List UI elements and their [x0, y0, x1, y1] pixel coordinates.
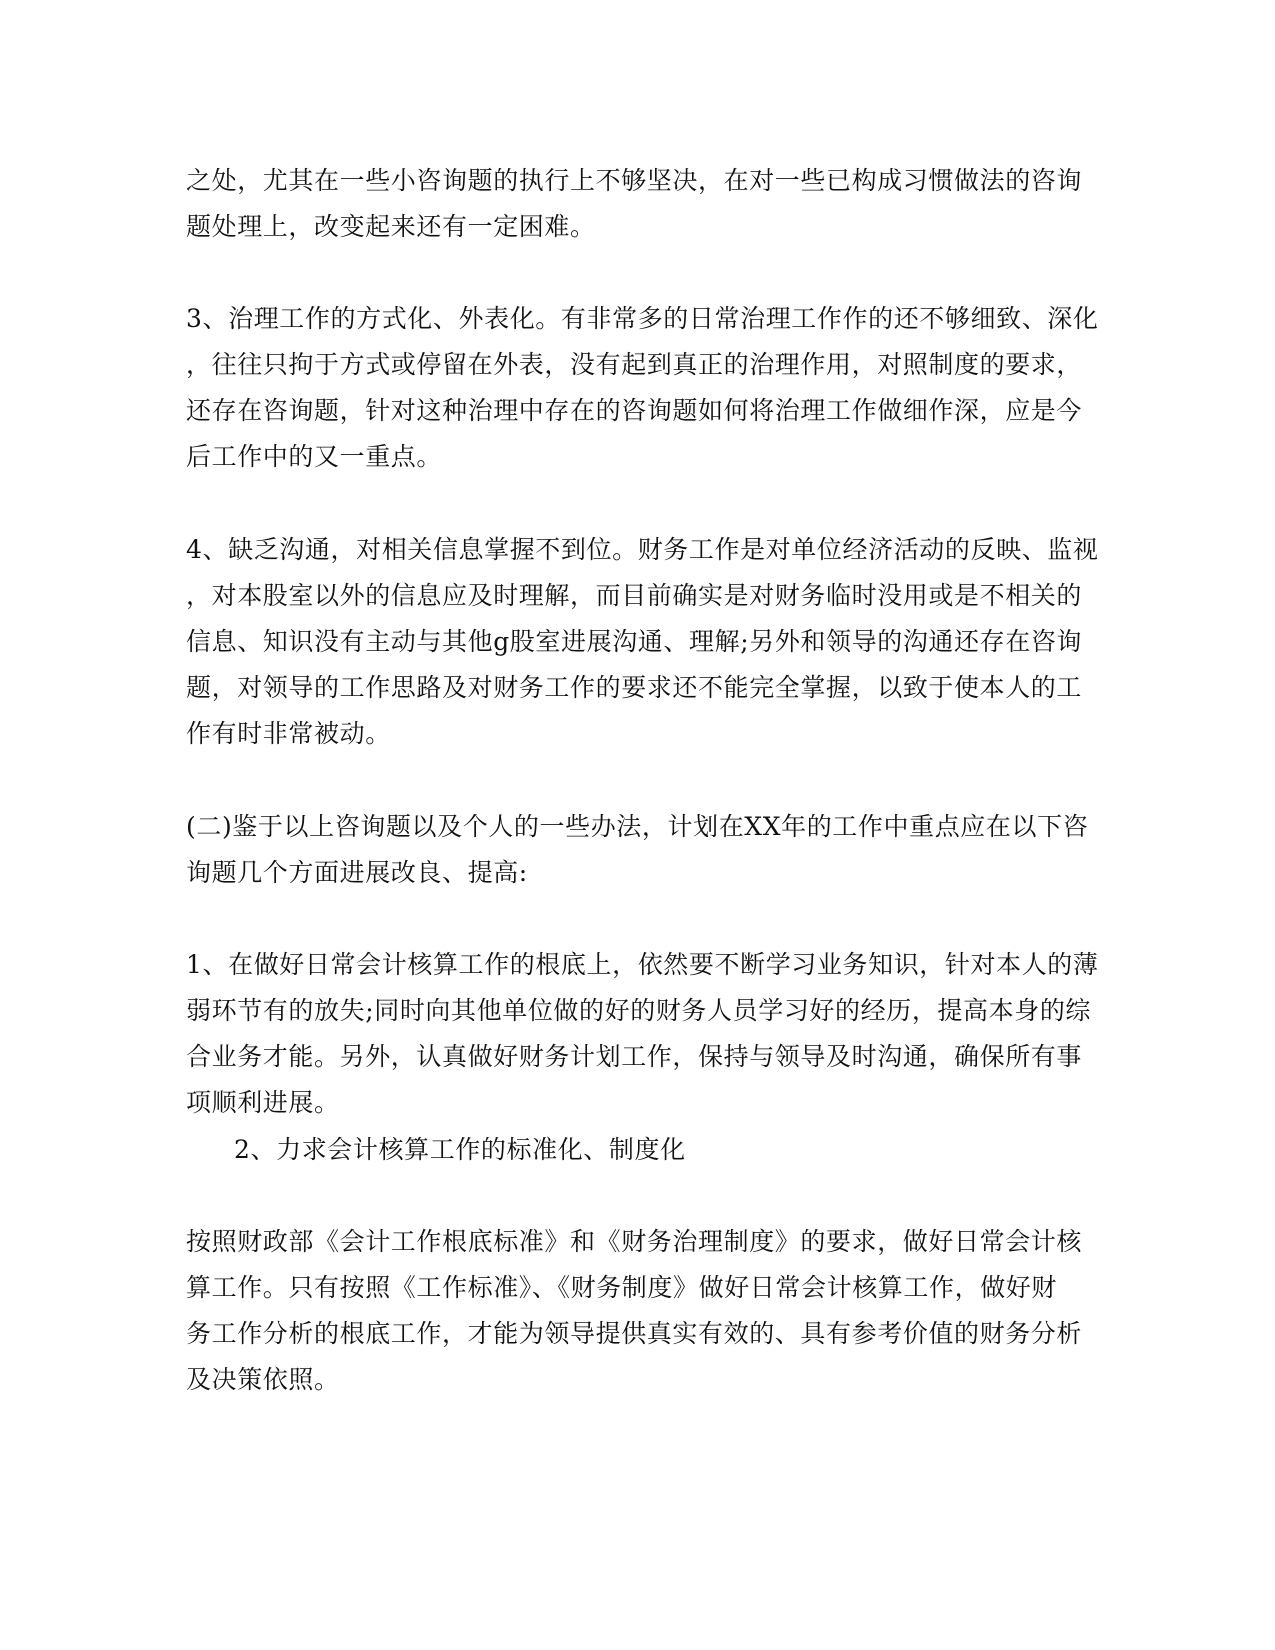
text-line: 作有时非常被动。: [186, 719, 391, 748]
text-line: 后工作中的又一重点。: [186, 442, 443, 471]
text-line: 3、治理工作的方式化、外表化。有非常多的日常治理工作作的还不够细致、深化: [186, 304, 1099, 333]
text-line: 4、缺乏沟通，对相关信息掌握不到位。财务工作是对单位经济活动的反映、监视: [186, 535, 1099, 564]
text-line: 合业务才能。另外，认真做好财务计划工作，保持与领导及时沟通，确保所有事: [186, 1042, 1083, 1071]
text-line: 信息、知识没有主动与其他g股室进展沟通、理解;另外和领导的沟通还存在咨询: [186, 627, 1083, 656]
section-heading: 2、力求会计核算工作的标准化、制度化: [234, 1135, 686, 1164]
text-line: 1、在做好日常会计核算工作的根底上，依然要不断学习业务知识，针对本人的薄: [186, 950, 1099, 979]
text-line: 弱环节有的放失;同时向其他单位做的好的财务人员学习好的经历，提高本身的综: [186, 996, 1092, 1025]
text-line: (二)鉴于以上咨询题以及个人的一些办法，计划在XX年的工作中重点应在以下咨: [186, 812, 1089, 841]
text-line: 算工作。只有按照《工作标准》、《财务制度》做好日常会计核算工作，做好财: [186, 1273, 1058, 1302]
text-line: 询题几个方面进展改良、提高:: [186, 858, 528, 887]
text-line: ，对本股室以外的信息应及时理解，而目前确实是对财务临时没用或是不相关的: [186, 581, 1083, 610]
text-line: 题，对领导的工作思路及对财务工作的要求还不能完全掌握，以致于使本人的工: [186, 673, 1083, 702]
text-line: 及决策依照。: [186, 1365, 340, 1394]
text-line: 题处理上，改变起来还有一定困难。: [186, 212, 596, 241]
text-line: 之处，尤其在一些小咨询题的执行上不够坚决，在对一些已构成习惯做法的咨询: [186, 166, 1083, 195]
text-line: ，往往只拘于方式或停留在外表，没有起到真正的治理作用，对照制度的要求，: [186, 350, 1083, 379]
text-line: 按照财政部《会计工作根底标准》和《财务治理制度》的要求，做好日常会计核: [186, 1227, 1083, 1256]
text-line: 务工作分析的根底工作，才能为领导提供真实有效的、具有参考价值的财务分析: [186, 1319, 1083, 1348]
text-line: 项顺利进展。: [186, 1088, 340, 1117]
text-line: 还存在咨询题，针对这种治理中存在的咨询题如何将治理工作做细作深，应是今: [186, 396, 1083, 425]
